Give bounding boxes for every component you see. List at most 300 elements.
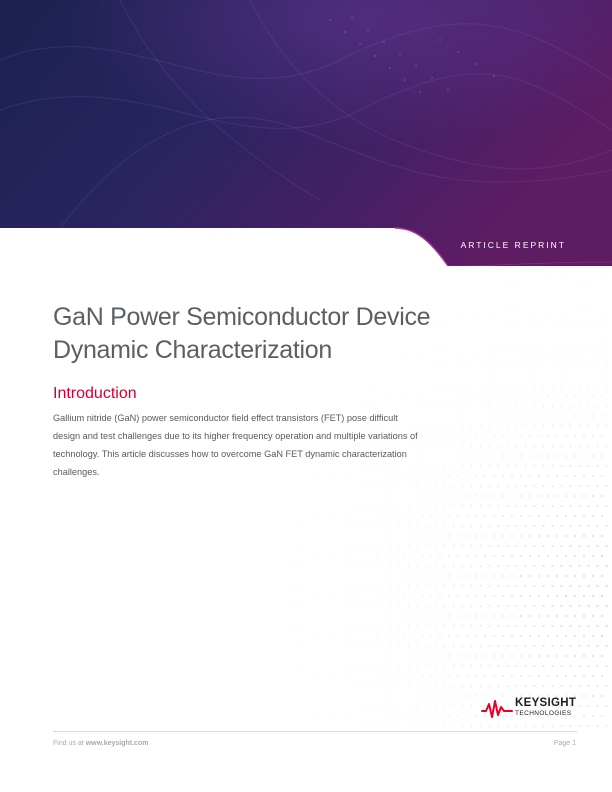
pattern-dot bbox=[565, 615, 567, 617]
pattern-dot bbox=[462, 625, 464, 627]
pattern-dot bbox=[399, 685, 400, 686]
pattern-dot bbox=[435, 625, 436, 626]
pattern-dot bbox=[377, 696, 378, 697]
pattern-dot bbox=[601, 375, 602, 376]
pattern-dot bbox=[377, 636, 378, 637]
pattern-dot bbox=[421, 615, 422, 616]
pattern-dot bbox=[538, 435, 539, 436]
pattern-dot bbox=[516, 445, 517, 446]
pattern-dot bbox=[296, 556, 297, 557]
pattern-dot bbox=[363, 626, 364, 627]
pattern-dot bbox=[318, 506, 319, 507]
pattern-dot bbox=[403, 535, 404, 536]
pattern-dot bbox=[543, 425, 544, 426]
pattern-dot bbox=[412, 615, 413, 616]
pattern-dot bbox=[430, 675, 431, 676]
pattern-dot bbox=[475, 475, 476, 476]
pattern-dot bbox=[471, 585, 473, 587]
pattern-dot bbox=[493, 435, 494, 436]
pattern-dot bbox=[332, 556, 333, 557]
pattern-dot bbox=[552, 425, 553, 426]
pattern-dot bbox=[372, 526, 373, 527]
pattern-dot bbox=[498, 386, 499, 387]
pattern-dot bbox=[296, 656, 297, 657]
pattern-dot bbox=[439, 515, 440, 516]
pattern-dot bbox=[372, 706, 373, 707]
pattern-dot bbox=[399, 486, 400, 487]
pattern-dot bbox=[466, 435, 467, 436]
pattern-dot bbox=[471, 425, 472, 426]
pattern-dot bbox=[390, 585, 391, 586]
pattern-dot bbox=[575, 356, 576, 357]
pattern-dot bbox=[439, 675, 440, 676]
pattern-dot bbox=[368, 676, 369, 677]
pattern-dot bbox=[439, 575, 440, 576]
pattern-dot bbox=[350, 536, 351, 537]
pattern-dot bbox=[466, 555, 468, 557]
pattern-dot bbox=[498, 366, 499, 367]
pattern-dot bbox=[435, 445, 436, 446]
pattern-dot bbox=[596, 665, 598, 667]
pattern-dot bbox=[318, 686, 319, 687]
pattern-dot bbox=[403, 495, 404, 496]
pattern-dot bbox=[503, 356, 504, 357]
page-number: Page 1 bbox=[553, 740, 576, 747]
pattern-dot bbox=[547, 595, 549, 597]
pattern-dot bbox=[345, 546, 346, 547]
pattern-dot bbox=[309, 686, 310, 687]
pattern-dot bbox=[579, 326, 580, 327]
pattern-dot bbox=[480, 425, 481, 426]
pattern-dot bbox=[435, 705, 436, 706]
pattern-dot bbox=[525, 685, 527, 687]
pattern-dot bbox=[601, 675, 603, 677]
pattern-dot bbox=[542, 605, 544, 607]
pattern-dot bbox=[381, 646, 382, 647]
pattern-dot bbox=[574, 515, 576, 517]
pattern-dot bbox=[543, 326, 544, 327]
pattern-dot bbox=[435, 645, 436, 646]
pattern-dot bbox=[471, 386, 472, 387]
pattern-dot bbox=[363, 686, 364, 687]
pattern-dot bbox=[574, 595, 576, 597]
pattern-dot bbox=[511, 635, 513, 637]
pattern-dot bbox=[368, 656, 369, 657]
pattern-dot bbox=[345, 586, 346, 587]
pattern-dot bbox=[332, 536, 333, 537]
pattern-dot bbox=[386, 536, 387, 537]
pattern-dot bbox=[502, 635, 504, 637]
pattern-dot bbox=[601, 415, 602, 416]
pattern-dot bbox=[606, 405, 607, 406]
pattern-dot bbox=[511, 675, 513, 677]
pattern-dot bbox=[574, 495, 576, 497]
pattern-dot bbox=[471, 725, 472, 726]
pattern-dot bbox=[529, 435, 530, 436]
pattern-dot bbox=[547, 635, 549, 637]
pattern-dot bbox=[453, 525, 454, 526]
footer-divider bbox=[53, 731, 577, 732]
pattern-dot bbox=[529, 375, 530, 376]
pattern-dot bbox=[592, 595, 594, 597]
pattern-dot bbox=[521, 336, 522, 337]
pattern-dot bbox=[606, 286, 607, 287]
pattern-dot bbox=[314, 636, 315, 637]
pattern-dot bbox=[476, 376, 477, 377]
pattern-dot bbox=[435, 685, 436, 686]
pattern-dot bbox=[516, 525, 518, 527]
pattern-dot bbox=[597, 425, 598, 426]
pattern-dot bbox=[359, 536, 360, 537]
pattern-dot bbox=[426, 705, 427, 706]
pattern-dot bbox=[543, 645, 545, 647]
pattern-dot bbox=[529, 595, 531, 597]
pattern-dot bbox=[408, 705, 409, 706]
pattern-dot bbox=[309, 506, 310, 507]
pattern-dot bbox=[547, 555, 549, 557]
pattern-dot bbox=[543, 545, 545, 547]
pattern-dot bbox=[354, 686, 355, 687]
pattern-dot bbox=[300, 526, 301, 527]
pattern-dot bbox=[588, 705, 590, 707]
pattern-dot bbox=[363, 666, 364, 667]
pattern-dot bbox=[453, 665, 454, 666]
pattern-dot bbox=[498, 405, 499, 406]
pattern-dot bbox=[345, 666, 346, 667]
pattern-dot bbox=[565, 415, 566, 416]
pattern-dot bbox=[431, 416, 432, 417]
pattern-dot bbox=[475, 555, 477, 557]
pattern-dot bbox=[484, 635, 486, 637]
pattern-dot bbox=[534, 465, 536, 467]
pattern-dot bbox=[543, 366, 544, 367]
pattern-dot bbox=[408, 665, 409, 666]
pattern-dot bbox=[547, 415, 548, 416]
pattern-dot bbox=[542, 625, 544, 627]
pattern-dot bbox=[431, 376, 432, 377]
pattern-dot bbox=[291, 586, 292, 587]
pattern-dot bbox=[547, 515, 549, 517]
pattern-dot bbox=[426, 725, 427, 726]
pattern-dot bbox=[551, 625, 553, 627]
pattern-dot bbox=[444, 565, 445, 566]
pattern-dot bbox=[588, 725, 590, 727]
pattern-dot bbox=[520, 675, 522, 677]
pattern-dot bbox=[417, 505, 418, 506]
pattern-dot bbox=[332, 676, 333, 677]
pattern-dot bbox=[368, 496, 369, 497]
pattern-dot bbox=[408, 685, 409, 686]
pattern-dot bbox=[466, 715, 467, 716]
pattern-dot bbox=[539, 336, 540, 337]
pattern-dot bbox=[588, 405, 589, 406]
pattern-dot bbox=[493, 395, 494, 396]
pattern-dot bbox=[548, 276, 549, 277]
pattern-dot bbox=[538, 455, 540, 457]
pattern-dot bbox=[377, 536, 378, 537]
pattern-dot bbox=[471, 465, 472, 466]
pattern-dot bbox=[372, 646, 373, 647]
pattern-dot bbox=[372, 506, 373, 507]
pattern-dot bbox=[417, 545, 418, 546]
pattern-dot bbox=[579, 346, 580, 347]
pattern-dot bbox=[435, 525, 436, 526]
pattern-dot bbox=[453, 625, 454, 626]
pattern-dot bbox=[516, 326, 517, 327]
pattern-dot bbox=[426, 426, 427, 427]
pattern-dot bbox=[507, 425, 508, 426]
pattern-dot bbox=[574, 395, 575, 396]
pattern-dot bbox=[359, 696, 360, 697]
pattern-dot bbox=[556, 395, 557, 396]
pattern-dot bbox=[569, 605, 571, 607]
pattern-dot bbox=[489, 565, 491, 567]
pattern-dot bbox=[551, 585, 553, 587]
pattern-dot bbox=[588, 346, 589, 347]
pattern-dot bbox=[435, 725, 436, 726]
pattern-dot bbox=[602, 356, 603, 357]
pattern-dot bbox=[300, 626, 301, 627]
pattern-dot bbox=[359, 676, 360, 677]
pattern-dot bbox=[475, 535, 477, 537]
pattern-dot bbox=[462, 705, 463, 706]
pattern-dot bbox=[327, 606, 328, 607]
pattern-dot bbox=[457, 715, 458, 716]
pattern-dot bbox=[426, 465, 427, 466]
pattern-dot bbox=[327, 506, 328, 507]
pattern-dot bbox=[408, 485, 409, 486]
pattern-dot bbox=[403, 615, 404, 616]
pattern-dot bbox=[548, 336, 549, 337]
pattern-dot bbox=[484, 575, 486, 577]
pattern-dot bbox=[507, 405, 508, 406]
pattern-dot bbox=[309, 626, 310, 627]
pattern-dot bbox=[466, 495, 467, 496]
pattern-dot bbox=[556, 375, 557, 376]
pattern-dot bbox=[403, 555, 404, 556]
pattern-dot bbox=[386, 376, 387, 377]
pattern-dot bbox=[390, 726, 391, 727]
pattern-dot bbox=[534, 725, 536, 727]
pattern-dot bbox=[314, 656, 315, 657]
pattern-dot bbox=[578, 545, 580, 547]
pattern-dot bbox=[457, 535, 458, 536]
pattern-dot bbox=[430, 515, 431, 516]
pattern-dot bbox=[404, 376, 405, 377]
pattern-dot bbox=[431, 396, 432, 397]
pattern-dot bbox=[475, 635, 477, 637]
pattern-dot bbox=[341, 696, 342, 697]
pattern-dot bbox=[552, 485, 554, 487]
pattern-dot bbox=[539, 316, 540, 317]
pattern-dot bbox=[579, 465, 581, 467]
pattern-dot bbox=[417, 386, 418, 387]
pattern-dot bbox=[498, 306, 499, 307]
pattern-dot bbox=[502, 515, 504, 517]
pattern-dot bbox=[570, 385, 571, 386]
pattern-dot bbox=[551, 645, 553, 647]
pattern-dot bbox=[296, 576, 297, 577]
pattern-dot bbox=[565, 655, 567, 657]
pattern-dot bbox=[507, 306, 508, 307]
pattern-dot bbox=[530, 356, 531, 357]
pattern-dot bbox=[489, 465, 490, 466]
pattern-dot bbox=[569, 625, 571, 627]
pattern-dot bbox=[471, 406, 472, 407]
pattern-dot bbox=[300, 606, 301, 607]
pattern-dot bbox=[561, 365, 562, 366]
pattern-dot bbox=[547, 675, 549, 677]
pattern-dot bbox=[341, 636, 342, 637]
pattern-dot bbox=[579, 485, 581, 487]
pattern-dot bbox=[502, 395, 503, 396]
pattern-dot bbox=[498, 445, 499, 446]
pattern-dot bbox=[489, 605, 491, 607]
pattern-dot bbox=[525, 286, 526, 287]
pattern-dot bbox=[547, 615, 549, 617]
pattern-dot bbox=[511, 555, 513, 557]
pattern-dot bbox=[556, 555, 558, 557]
pattern-dot bbox=[583, 595, 585, 597]
pattern-dot bbox=[597, 705, 599, 707]
pattern-dot bbox=[592, 535, 594, 537]
pattern-dot bbox=[520, 495, 522, 497]
pattern-dot bbox=[399, 406, 400, 407]
pattern-dot bbox=[574, 615, 576, 617]
pattern-dot bbox=[377, 556, 378, 557]
pattern-dot bbox=[561, 346, 562, 347]
pattern-dot bbox=[394, 555, 395, 556]
pattern-dot bbox=[323, 516, 324, 517]
pattern-dot bbox=[547, 435, 548, 436]
pattern-dot bbox=[561, 286, 562, 287]
pattern-dot bbox=[542, 585, 544, 587]
pattern-dot bbox=[381, 706, 382, 707]
pattern-dot bbox=[493, 615, 495, 617]
pattern-dot bbox=[309, 546, 310, 547]
pattern-dot bbox=[448, 475, 449, 476]
pattern-dot bbox=[534, 625, 536, 627]
pattern-dot bbox=[440, 416, 441, 417]
pattern-dot bbox=[579, 425, 580, 426]
pattern-dot bbox=[493, 555, 495, 557]
pattern-dot bbox=[377, 376, 378, 377]
pattern-dot bbox=[430, 535, 431, 536]
pattern-dot bbox=[300, 566, 301, 567]
pattern-dot bbox=[323, 596, 324, 597]
pattern-dot bbox=[386, 716, 387, 717]
pattern-dot bbox=[561, 326, 562, 327]
pattern-dot bbox=[462, 406, 463, 407]
pattern-dot bbox=[480, 605, 482, 607]
pattern-dot bbox=[403, 595, 404, 596]
pattern-dot bbox=[476, 396, 477, 397]
pattern-dot bbox=[390, 406, 391, 407]
pattern-dot bbox=[421, 675, 422, 676]
pattern-dot bbox=[592, 635, 594, 637]
pattern-dot bbox=[350, 596, 351, 597]
pattern-dot bbox=[466, 475, 467, 476]
pattern-dot bbox=[597, 505, 599, 507]
pattern-dot bbox=[466, 535, 468, 537]
pattern-dot bbox=[543, 725, 545, 727]
pattern-dot bbox=[403, 655, 404, 656]
pattern-dot bbox=[399, 545, 400, 546]
pattern-dot bbox=[547, 475, 549, 477]
pattern-dot bbox=[323, 536, 324, 537]
pattern-dot bbox=[318, 666, 319, 667]
pattern-dot bbox=[494, 336, 495, 337]
pattern-dot bbox=[457, 655, 458, 656]
pattern-dot bbox=[471, 485, 472, 486]
pattern-dot bbox=[502, 495, 504, 497]
pattern-dot bbox=[444, 645, 445, 646]
pattern-dot bbox=[557, 276, 558, 277]
pattern-dot bbox=[345, 486, 346, 487]
pattern-dot bbox=[458, 396, 459, 397]
pattern-dot bbox=[547, 535, 549, 537]
pattern-dot bbox=[498, 485, 500, 487]
pattern-dot bbox=[475, 515, 477, 517]
pattern-dot bbox=[421, 535, 422, 536]
pattern-dot bbox=[489, 505, 491, 507]
pattern-dot bbox=[354, 626, 355, 627]
pattern-dot bbox=[336, 526, 337, 527]
pattern-dot bbox=[480, 445, 481, 446]
pattern-dot bbox=[341, 556, 342, 557]
pattern-dot bbox=[534, 425, 535, 426]
pattern-dot bbox=[426, 685, 427, 686]
pattern-dot bbox=[566, 316, 567, 317]
pattern-dot bbox=[561, 445, 563, 447]
pattern-dot bbox=[336, 566, 337, 567]
pattern-dot bbox=[503, 376, 504, 377]
pattern-dot bbox=[502, 475, 503, 476]
pattern-dot bbox=[574, 655, 576, 657]
pattern-dot bbox=[368, 396, 369, 397]
pattern-dot bbox=[444, 485, 445, 486]
pattern-dot bbox=[422, 376, 423, 377]
pattern-dot bbox=[520, 555, 522, 557]
pattern-dot bbox=[471, 525, 473, 527]
pattern-dot bbox=[332, 696, 333, 697]
pattern-dot bbox=[493, 575, 495, 577]
pattern-dot bbox=[403, 575, 404, 576]
pattern-dot bbox=[606, 346, 607, 347]
pattern-dot bbox=[439, 475, 440, 476]
pattern-dot bbox=[552, 445, 554, 447]
pattern-dot bbox=[584, 296, 585, 297]
pattern-dot bbox=[372, 666, 373, 667]
pattern-dot bbox=[439, 615, 440, 616]
pattern-dot bbox=[570, 465, 572, 467]
pattern-dot bbox=[606, 425, 607, 426]
pattern-dot bbox=[542, 565, 544, 567]
pattern-dot bbox=[444, 445, 445, 446]
pattern-dot bbox=[300, 546, 301, 547]
pattern-dot bbox=[390, 645, 391, 646]
pattern-dot bbox=[588, 306, 589, 307]
pattern-dot bbox=[345, 566, 346, 567]
pattern-dot bbox=[498, 505, 500, 507]
footer-url-link[interactable]: www.keysight.com bbox=[85, 740, 149, 747]
pattern-dot bbox=[529, 515, 531, 517]
pattern-dot bbox=[534, 665, 536, 667]
pattern-dot bbox=[390, 386, 391, 387]
pattern-dot bbox=[359, 396, 360, 397]
pattern-dot bbox=[430, 695, 431, 696]
pattern-dot bbox=[444, 505, 445, 506]
